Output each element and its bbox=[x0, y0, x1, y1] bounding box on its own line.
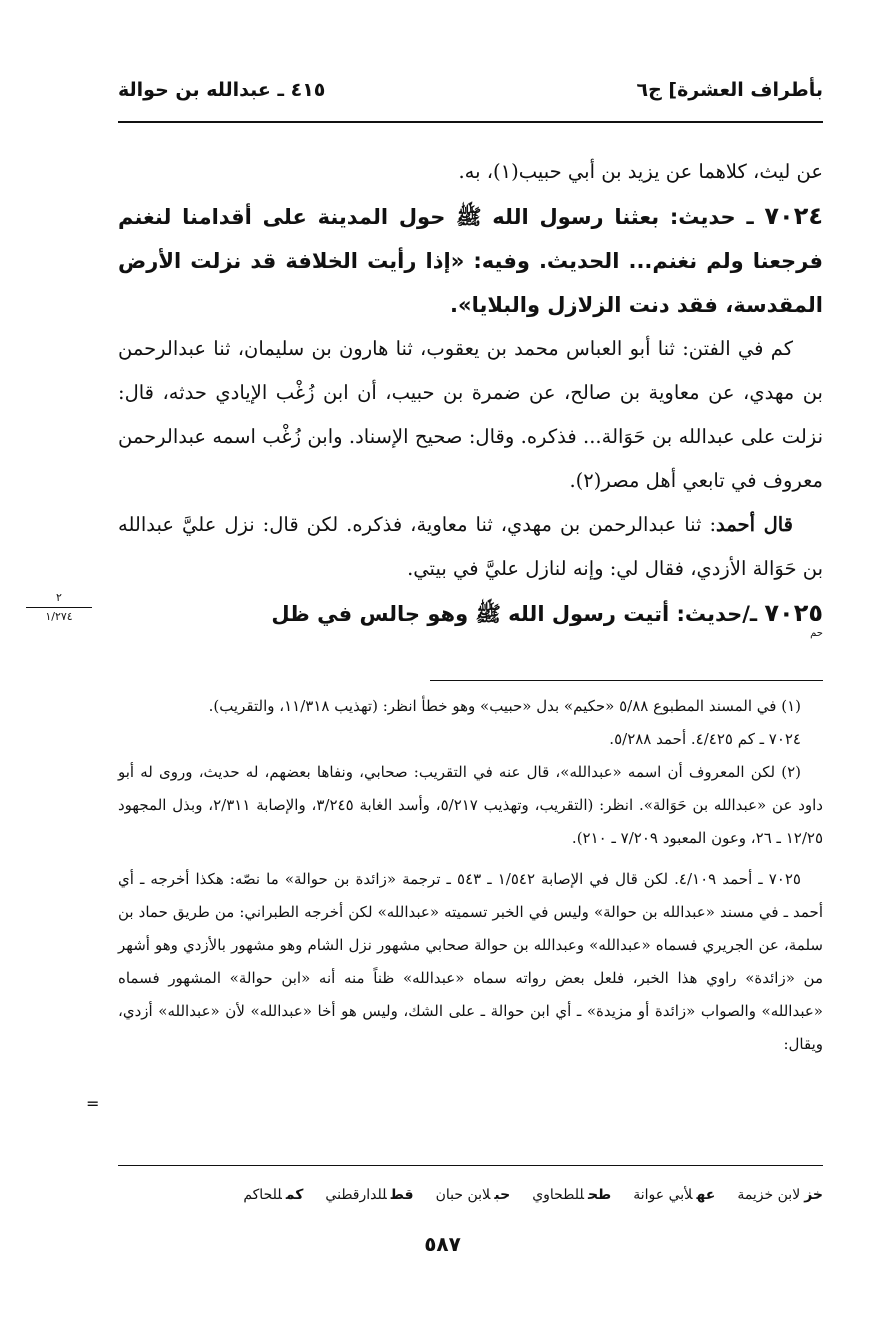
abbreviation-key bbox=[118, 1180, 823, 1210]
ahmad-lead: قال أحمد bbox=[716, 513, 793, 536]
abbreviation-item: كمللحاكم bbox=[243, 1187, 304, 1203]
hadith-7024 bbox=[118, 194, 823, 327]
header-divider bbox=[118, 121, 823, 123]
abbreviation-divider bbox=[118, 1165, 823, 1166]
paragraph-intro: عن ليث، كلاهما عن يزيد بن أبي حبيب(١)، به. bbox=[458, 160, 823, 183]
header-volume: بأطراف العشرة] ج٦ bbox=[636, 79, 823, 101]
margin-ref-top: ٢ bbox=[56, 591, 62, 604]
footnote-divider bbox=[430, 680, 823, 681]
paragraph-kam: كم في الفتن: ثنا أبو العباس محمد بن يعقوب، ثنا هارون بن سليمان، ثنا عبدالرحمن بن مهدي، عن معاوية بن صالح، عن ضمرة بن حبيب، أن ابن زُغْب الإيادي حدثه، قال: نزلت على عبدالله بن حَوَالة... فذكره. وقال: صحيح الإسناد. وابن زُغْب اسمه عبدالرحمن معروف في تابعي أهل مصر(٢). bbox=[118, 337, 823, 492]
margin-ref-divider bbox=[26, 607, 92, 608]
abbreviation-item: حبلابن حبان bbox=[435, 1187, 511, 1203]
abbreviation-item: قطللدارقطني bbox=[325, 1187, 414, 1203]
page-number: ٥٨٧ bbox=[424, 1232, 461, 1256]
header-chapter: ٤١٥ ـ عبدالله بن حوالة bbox=[118, 79, 326, 101]
footnote-7024-sources: ٧٠٢٤ ـ كم ٤/٤٢٥. أحمد ٥/٢٨٨. bbox=[609, 730, 801, 748]
hadith-text: ـ حديث: بعثنا رسول الله ﷺ حول المدينة على أقدامنا لنغنم فرجعنا ولم نغنم... الحديث. وفيه: «إذا رأيت الخلافة قد نزلت الأرض المقدسة، فقد دنت الزلازل والبلايا». bbox=[118, 205, 823, 317]
footnote-2: (٢) لكن المعروف أن اسمه «عبدالله»، قال عنه في التقريب: صحابي، ونفاها بعضهم، له حديث، وروى له أبو داود عن «عبدالله بن حَوَالة». انظر: (التقريب، وتهذيب ٥/٢١٧، وأسد الغابة ٣/٢٤٥، والإصابة ٢/٣١١، وبذل المجهود ١٢/٢٥ ـ ٢٦، وعون المعبود ٧/٢٠٩ ـ ٢١٠). bbox=[118, 763, 823, 847]
margin-ref-bottom: ١/٢٧٤ bbox=[45, 610, 73, 623]
paragraph-ahmad bbox=[118, 503, 823, 591]
hadith-number: ٧٠٢٥ bbox=[764, 599, 823, 627]
footnote-7025-sources: ٧٠٢٥ ـ أحمد ٤/١٠٩. لكن قال في الإصابة ١/٥٤٢ ـ ٥٤٣ ـ ترجمة «زائدة بن حوالة» ما نصّه: هكذا أخرجه ـ أي أحمد ـ في مسند «عبدالله بن حوالة» وليس في الخبر تسميته «عبدالله» لكن أخرجه الطبراني: من طريق حماد بن سلمة، عن الجريري فسماه «عبدالله» وعبدالله بن حوالة صحابي مشهور نزل الشام وهو مشهور بالأزدي وهو أشهر من «زائدة» راوي هذا الخبر، فلعل بعض رواته سماه «عبدالله» ظناً منه أنه «ابن حوالة» المشهور فسماه «عبدالله» والصواب «زائدة أو مزيدة» ـ أي ابن حوالة ـ على الشك، وليس هو أخا «عبدالله» لأن «عبدالله» أزدي، ويقال: bbox=[118, 870, 823, 1053]
footnote-1: (١) في المسند المطبوع ٥/٨٨ «حكيم» بدل «حبيب» وهو خطأ انظر: (تهذيب ١١/٣١٨، والتقريب). bbox=[208, 697, 801, 715]
hadith-number: ٧٠٢٤ bbox=[764, 202, 823, 230]
hadith-text: ـ/حديث: أتيت رسول الله ﷺ وهو جالس في ظل bbox=[271, 602, 765, 626]
footnotes bbox=[118, 690, 823, 1061]
continuation-mark: = bbox=[86, 1094, 100, 1113]
margin-reference bbox=[20, 590, 98, 630]
running-header bbox=[118, 70, 823, 110]
abbreviation-item: طحللطحاوي bbox=[532, 1187, 612, 1203]
ahmad-text: : ثنا عبدالرحمن بن مهدي، ثنا معاوية، فذكره. لكن قال: نزل عليَّ عبدالله بن حَوَالة الأزدي، فقال لي: وإنه لنازل عليَّ في بيتي. bbox=[118, 513, 823, 580]
abbreviation-item: خزلابن خزيمة bbox=[737, 1187, 823, 1203]
hadith-source-sigla: حم bbox=[810, 628, 823, 639]
abbreviation-item: عهلأبي عوانة bbox=[633, 1187, 716, 1203]
main-text bbox=[118, 150, 823, 640]
